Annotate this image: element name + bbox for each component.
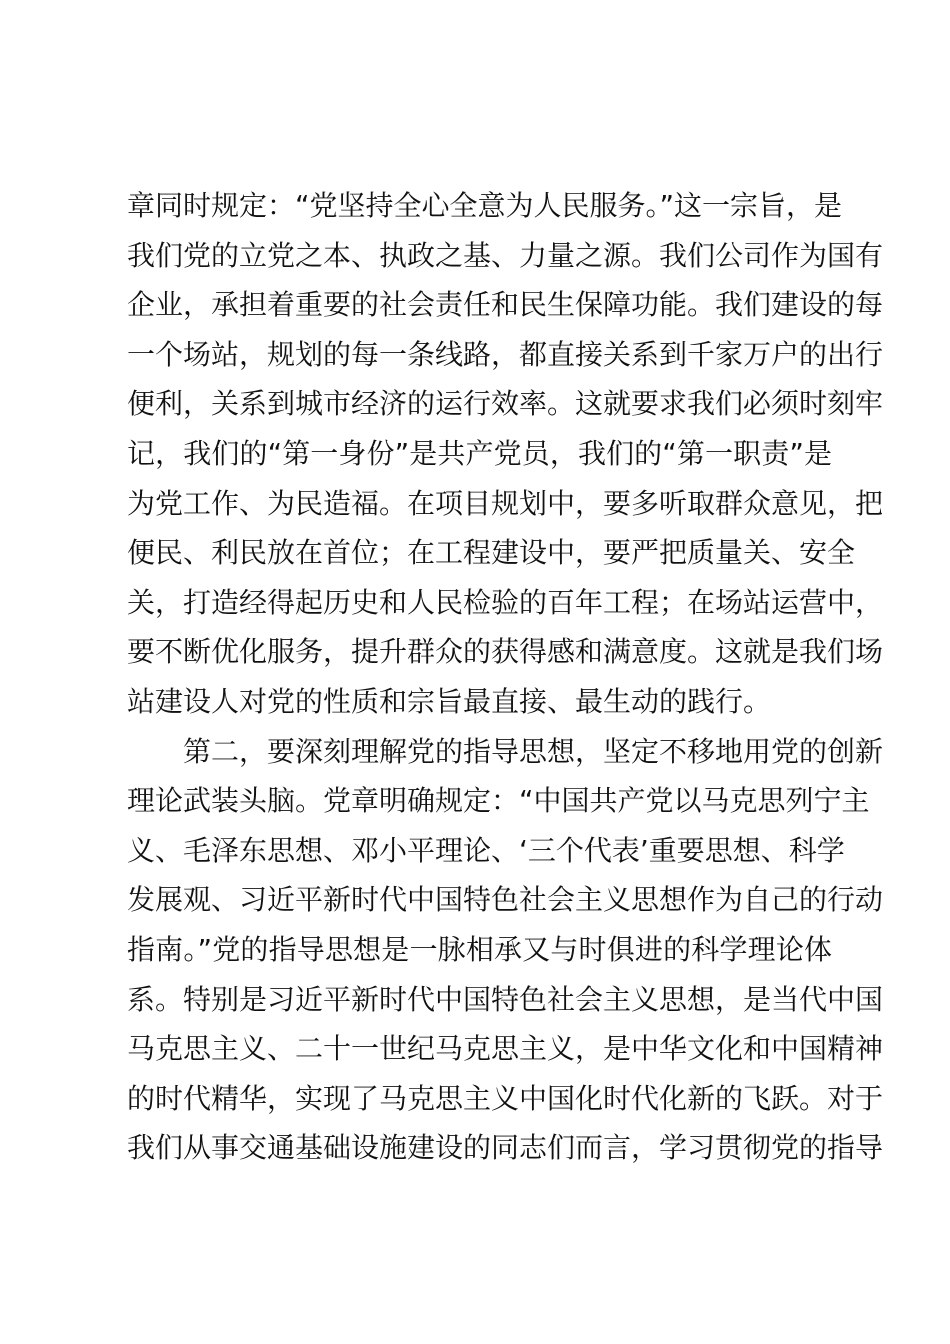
text-line: 我们党的立党之本、执政之基、力量之源。我们公司作为国有 [127, 238, 884, 272]
text-line: 系。特别是习近平新时代中国特色社会主义思想，是当代中国 [127, 982, 884, 1016]
text-line: 章同时规定：“党坚持全心全意为人民服务。”这一宗旨，是 [127, 189, 843, 222]
paragraph-start-line: 第二，要深刻理解党的指导思想，坚定不移地用党的创新 [183, 734, 884, 768]
text-line: 要不断优化服务，提升群众的获得感和满意度。这就是我们场 [127, 635, 884, 669]
text-line: 指南。”党的指导思想是一脉相承又与时俱进的科学理论体 [127, 932, 832, 966]
text-line: 企业，承担着重要的社会责任和民生保障功能。我们建设的每 [127, 288, 884, 322]
text-line: 的时代精华，实现了马克思主义中国化时代化新的飞跃。对于 [127, 1081, 884, 1115]
text-line: 义、毛泽东思想、邓小平理论、‘三个代表’重要思想、科学 [127, 833, 845, 867]
text-line: 关，打造经得起历史和人民检验的百年工程；在场站运营中， [127, 585, 884, 619]
text-line: 马克思主义、二十一世纪马克思主义，是中华文化和中国精神 [127, 1032, 884, 1066]
text-line: 便民、利民放在首位；在工程建设中，要严把质量关、安全 [127, 536, 856, 570]
document-body [127, 181, 884, 1173]
text-line: 发展观、习近平新时代中国特色社会主义思想作为自己的行动 [127, 883, 884, 917]
text-line: 理论武装头脑。党章明确规定：“中国共产党以马克思列宁主 [127, 784, 870, 818]
text-line: 一个场站，规划的每一条线路，都直接关系到千家万户的出行 [127, 337, 884, 371]
text-line: 为党工作、为民造福。在项目规划中，要多听取群众意见，把 [127, 486, 884, 520]
text-line: 我们从事交通基础设施建设的同志们而言，学习贯彻党的指导 [127, 1131, 884, 1165]
paragraph-end-line: 站建设人对党的性质和宗旨最直接、最生动的践行。 [127, 684, 772, 718]
text-line: 记，我们的“第一身份”是共产党员，我们的“第一职责”是 [127, 436, 832, 470]
text-line: 便利，关系到城市经济的运行效率。这就要求我们必须时刻牢 [127, 387, 884, 421]
